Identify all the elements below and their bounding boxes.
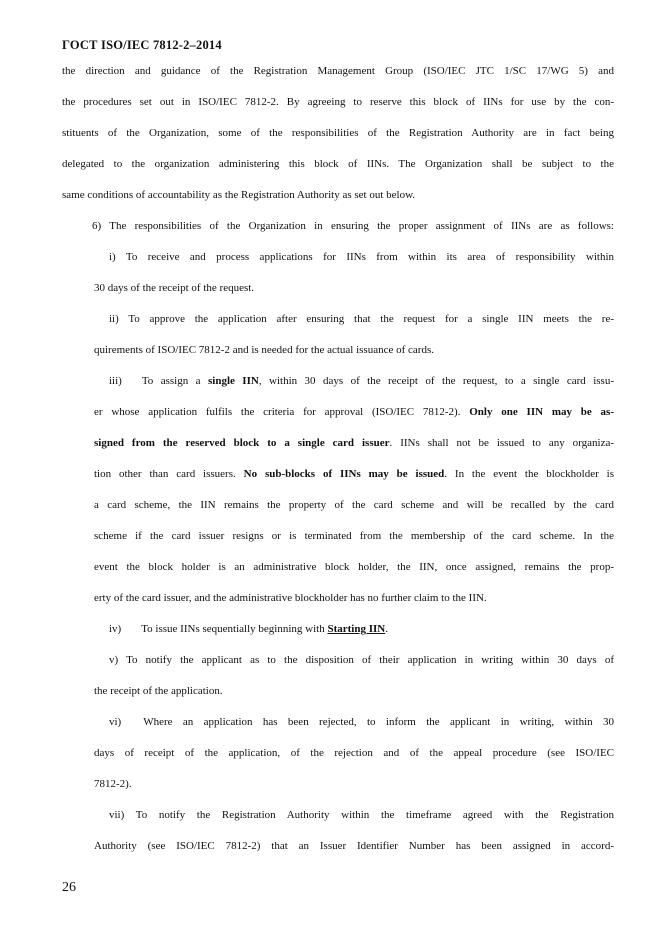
item-iii-cont: signed from the reserved block to a single card issuer. IINs shall not be issued to any organiza- xyxy=(94,437,614,449)
paragraph-6: 6) The responsibilities of the Organization in ensuring the proper assignment of IINs are as follows: xyxy=(92,220,614,232)
item-iii: iii) To assign a single IIN, within 30 days of the receipt of the request, to a single card issu- xyxy=(109,375,614,387)
item-iii-cont: event the block holder is an administrative block holder, the IIN, once assigned, remains the prop- xyxy=(94,561,614,573)
item-iii-cont: a card scheme, the IIN remains the property of the card scheme and will be recalled by the card xyxy=(94,499,614,511)
text-line: the procedures set out in ISO/IEC 7812-2. By agreeing to reserve this block of IINs for use by the con- xyxy=(62,96,614,108)
item-iv: iv) To issue IINs sequentially beginning with Starting IIN. xyxy=(109,623,388,635)
page-number: 26 xyxy=(62,880,76,895)
text-line: stituents of the Organization, some of the responsibilities of the Registration Authority are in fact being xyxy=(62,127,614,139)
item-iii-cont: er whose application fulfils the criteria for approval (ISO/IEC 7812-2). Only one IIN may be as- xyxy=(94,406,614,418)
item-iii-cont: scheme if the card issuer resigns or is terminated from the membership of the card scheme. In the xyxy=(94,530,614,542)
item-iii-cont: erty of the card issuer, and the administrative blockholder has no further claim to the IIN. xyxy=(94,592,487,604)
item-vi-cont: 7812-2). xyxy=(94,778,132,790)
item-v-cont: the receipt of the application. xyxy=(94,685,223,697)
document-header: ГОСТ ISO/IEC 7812-2–2014 xyxy=(62,38,222,52)
item-ii-cont: quirements of ISO/IEC 7812-2 and is needed for the actual issuance of cards. xyxy=(94,344,434,356)
item-marker: iv) xyxy=(109,623,122,635)
text-line: same conditions of accountability as the Registration Authority as set out below. xyxy=(62,189,416,201)
item-vi-cont: days of receipt of the application, of the rejection and of the appeal procedure (see ISO/IEC xyxy=(94,747,614,759)
item-i: i) To receive and process applications for IINs from within its area of responsibility within xyxy=(109,251,614,263)
item-iii-cont: tion other than card issuers. No sub-blocks of IINs may be issued. In the event the blockholder is xyxy=(94,468,614,480)
text-line: delegated to the organization administering this block of IINs. The Organization shall be subject to the xyxy=(62,158,614,170)
item-ii: ii) To approve the application after ensuring that the request for a single IIN meets the re- xyxy=(109,313,614,325)
text-line: the direction and guidance of the Registration Management Group (ISO/IEC JTC 1/SC 17/WG 5) and xyxy=(62,65,614,77)
item-marker: iii) xyxy=(109,375,122,387)
item-vii-cont: Authority (see ISO/IEC 7812-2) that an Issuer Identifier Number has been assigned in accord- xyxy=(94,840,614,852)
item-vi: vi) Where an application has been rejected, to inform the applicant in writing, within 30 xyxy=(109,716,614,728)
item-v: v) To notify the applicant as to the disposition of their application in writing within 30 days of xyxy=(109,654,614,666)
starting-iin-term: Starting IIN xyxy=(327,623,386,635)
item-vii: vii) To notify the Registration Authority within the timeframe agreed with the Registration xyxy=(109,809,614,821)
item-i-cont: 30 days of the receipt of the request. xyxy=(94,282,255,294)
body-text xyxy=(62,56,614,862)
item-marker: vi) xyxy=(109,716,122,728)
